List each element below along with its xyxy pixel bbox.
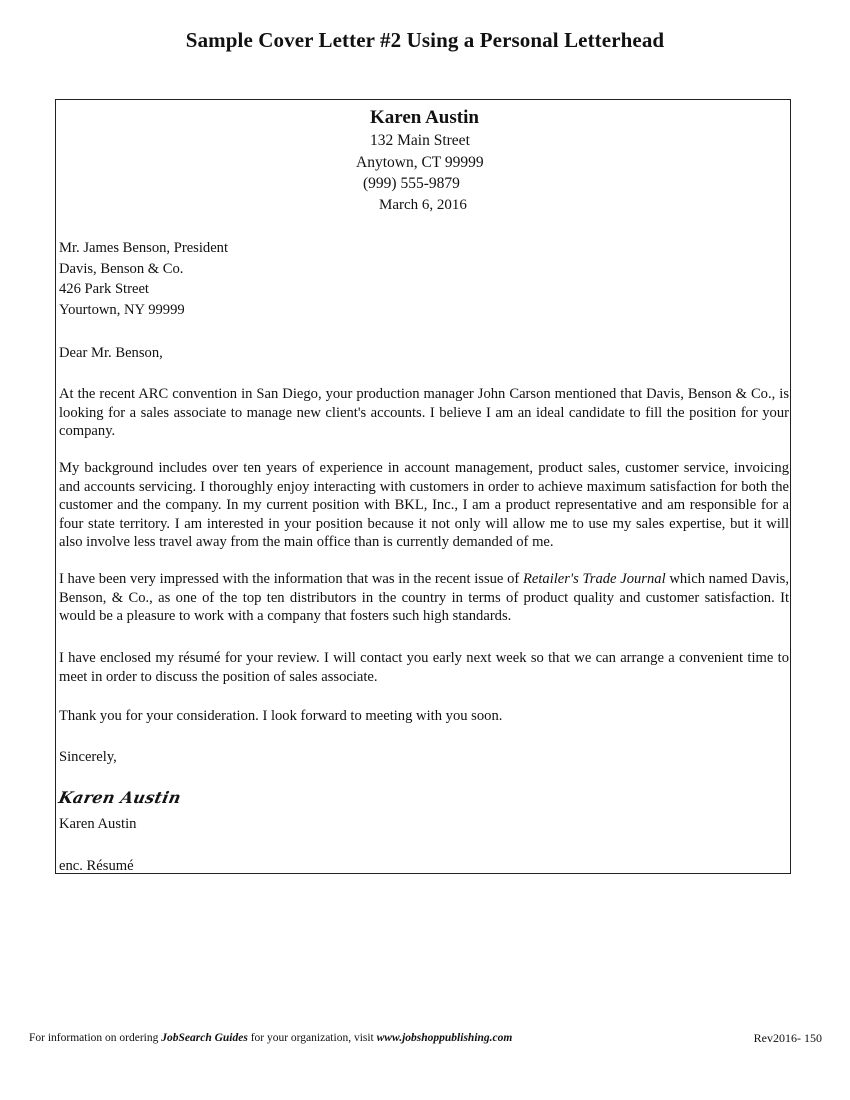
recipient-address xyxy=(59,238,789,320)
letterhead-street: 132 Main Street xyxy=(370,132,470,149)
paragraph-3-end: which named Davis, Benson, & Co., as one of the top ten distributors in the country in terms of product quality and customer satisfaction. It would be a pleasure to work with a company that fosters such high standards. xyxy=(59,571,789,624)
letter-date: March 6, 2016 xyxy=(379,196,467,213)
journal-title: Retailer's Trade Journal xyxy=(522,571,666,587)
letterhead-city: Anytown, CT 99999 xyxy=(356,153,484,171)
signed-name: Karen Austin xyxy=(59,816,137,832)
footer-url: www.jobshoppublishing.com xyxy=(376,1032,513,1044)
letterhead xyxy=(356,107,484,216)
handwritten-signature: Karen Austin xyxy=(56,788,183,807)
enclosure-note: enc. Résumé xyxy=(59,858,134,874)
paragraph-1: At the recent ARC convention in San Diego, your production manager John Carson mentioned that Davis, Benson & Co., is looking for a sales associate to manage new client's accounts. I believe I am an ideal candidate to fill the position for your company. xyxy=(59,386,789,439)
paragraph-3 xyxy=(59,570,789,626)
footer-text-start: For information on ordering xyxy=(29,1032,162,1044)
salutation: Dear Mr. Benson, xyxy=(59,345,163,361)
closing: Sincerely, xyxy=(59,749,117,765)
footer-info xyxy=(29,1032,512,1044)
footer-text-middle: for your organization, visit xyxy=(247,1032,377,1044)
paragraph-4: I have enclosed my résumé for your review. I will contact you early next week so that we can arrange a convenient time to meet in order to discuss the position of sales associate. xyxy=(59,650,789,685)
recipient-company: Davis, Benson & Co. xyxy=(59,260,184,277)
page-title: Sample Cover Letter #2 Using a Personal Letterhead xyxy=(185,28,665,52)
paragraph-2: My background includes over ten years of experience in account management, product sales, customer service, invoicing and accounts servicing. I thoroughly enjoy interacting with customers in order to achieve maximum satisfaction for both the customer and the company. In my current position with BKL, Inc., I am a product representative and am responsible for a four state territory. I am interested in your position because it not only will allow me to use my sales expertise, but it will also involve less travel away from the main office than is currently demanded of me. xyxy=(59,460,789,550)
paragraph-5: Thank you for your consideration. I look forward to meeting with you soon. xyxy=(59,708,503,724)
footer-revision: Rev2016- 150 xyxy=(753,1031,822,1045)
recipient-street: 426 Park Street xyxy=(59,281,149,297)
footer-guides: JobSearch Guides xyxy=(161,1032,248,1044)
letterhead-name: Karen Austin xyxy=(370,107,479,128)
cover-letter xyxy=(55,99,791,874)
letterhead-phone: (999) 555-9879 xyxy=(363,175,460,192)
recipient-name: Mr. James Benson, President xyxy=(59,240,229,256)
paragraph-3-start: I have been very impressed with the information that was in the recent issue of xyxy=(59,571,523,587)
recipient-city: Yourtown, NY 99999 xyxy=(59,301,185,318)
